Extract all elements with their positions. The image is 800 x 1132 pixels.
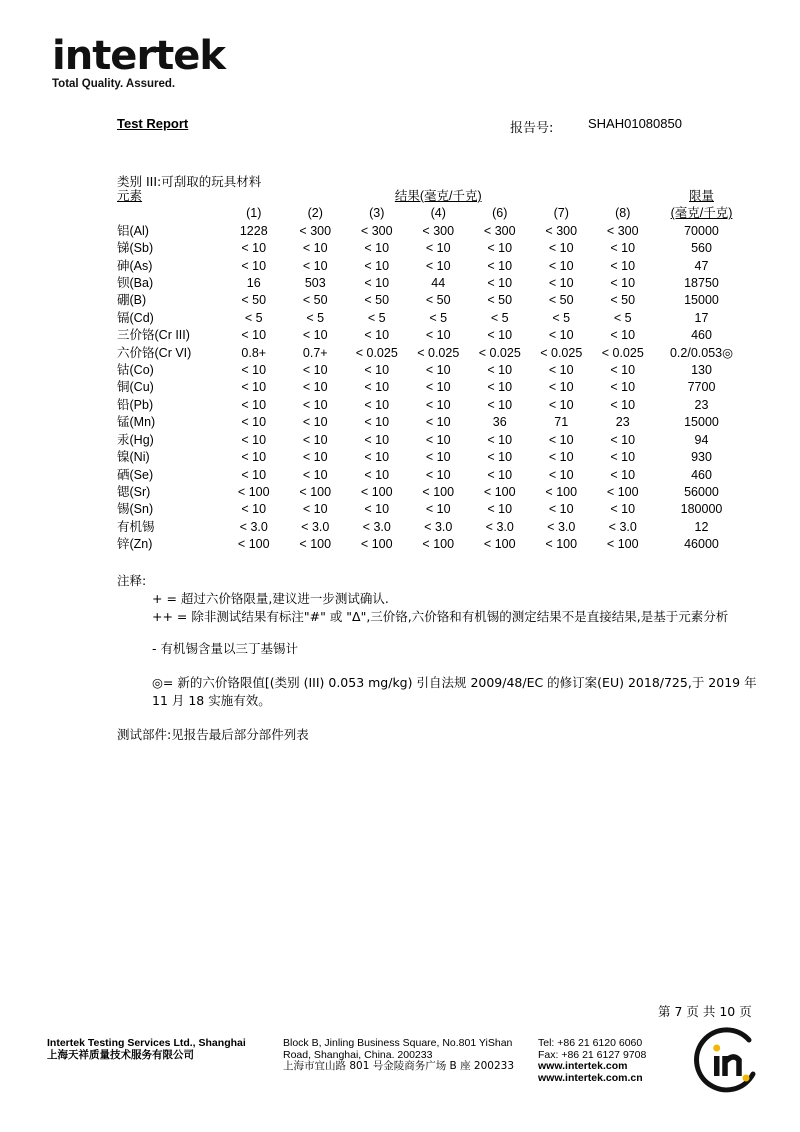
result-cell: < 10 [487,432,513,447]
result-cell: < 10 [425,467,451,482]
results-table [117,188,750,554]
column-number: (4) [430,206,446,221]
result-cell: < 100 [237,537,270,552]
result-cell: < 100 [299,537,332,552]
element-name: 锶(Sr) [117,484,151,499]
category-heading: 类别 III:可刮取的玩具材料 [117,174,262,189]
table-row [117,362,750,379]
element-name: 铅(Pb) [117,397,154,412]
result-cell: 503 [304,276,326,291]
result-cell: < 10 [487,241,513,256]
column-number: (8) [615,206,631,221]
limit-cell: 15000 [684,415,719,430]
element-name: 镍(Ni) [117,450,150,465]
element-name: 锰(Mn) [117,415,156,430]
footer-contact [538,1038,646,1084]
result-cell: < 0.025 [601,345,644,360]
table-row [117,536,750,553]
result-cell: < 10 [610,363,636,378]
limit-cell: 17 [694,310,709,325]
result-cell: < 50 [487,293,513,308]
result-cell: < 10 [364,241,390,256]
result-cell: < 10 [364,276,390,291]
result-cell: < 100 [483,484,516,499]
result-cell: < 10 [364,502,390,517]
result-cell: < 10 [548,328,574,343]
limit-cell: 460 [691,328,712,343]
table-row [117,258,750,275]
limit-cell: 46000 [684,537,719,552]
result-cell: < 3.0 [424,519,453,534]
result-cell: < 10 [487,502,513,517]
result-cell: < 10 [302,328,328,343]
result-cell: < 10 [610,397,636,412]
table-row [117,240,750,257]
column-number: (6) [492,206,508,221]
element-name: 镉(Cd) [117,310,154,325]
table-row [117,310,750,327]
result-cell: < 10 [548,432,574,447]
result-cell: < 10 [302,241,328,256]
result-cell: < 3.0 [485,519,514,534]
footer-address [283,1038,514,1073]
table-row [117,397,750,414]
limit-cell: 70000 [684,223,719,238]
result-cell: < 10 [425,502,451,517]
table-row [117,501,750,518]
result-cell: < 10 [241,502,267,517]
element-name: 砷(As) [117,258,153,273]
column-number: (2) [307,206,323,221]
result-cell: < 10 [364,415,390,430]
result-cell: < 10 [425,450,451,465]
limit-cell: 18750 [684,276,719,291]
element-name: 硒(Se) [117,467,154,482]
result-cell: < 10 [364,258,390,273]
result-cell: < 100 [422,484,455,499]
table-row [117,432,750,449]
result-cell: < 0.025 [417,345,460,360]
result-cell: < 100 [545,537,578,552]
result-cell: < 300 [299,223,332,238]
result-cell: < 100 [545,484,578,499]
result-cell: < 10 [487,397,513,412]
result-cell: < 5 [613,310,632,325]
result-cell: < 300 [422,223,455,238]
limit-cell: 930 [691,450,712,465]
company-name-cn: 上海天祥质量技术服务有限公司 [47,1048,194,1061]
fax: Fax: +86 21 6127 9708 [538,1048,647,1061]
column-number: (7) [553,206,569,221]
address-line: Block B, Jinling Business Square, No.801 YiShan [283,1037,513,1049]
element-name: 汞(Hg) [117,432,154,447]
result-cell: < 3.0 [239,519,268,534]
result-cell: 44 [431,276,446,291]
limit-cell: 130 [691,363,712,378]
result-cell: < 300 [360,223,393,238]
result-cell: < 10 [302,450,328,465]
element-name: 锑(Sb) [117,241,154,256]
limit-cell: 0.2/0.053◎ [669,345,734,360]
result-cell: 0.7+ [302,345,328,360]
address-line: Road, Shanghai, China. 200233 [283,1048,433,1061]
result-cell: < 10 [548,363,574,378]
table-row [117,414,750,431]
result-cell: < 10 [610,328,636,343]
result-cell: < 100 [237,484,270,499]
limit-unit: (毫克/千克) [670,206,733,221]
result-cell: < 10 [487,450,513,465]
result-cell: < 5 [367,310,386,325]
limit-cell: 23 [694,397,709,412]
telephone: Tel: +86 21 6120 6060 [538,1037,643,1049]
result-cell: < 10 [241,328,267,343]
result-cell: < 10 [302,380,328,395]
result-cell: < 3.0 [547,519,576,534]
result-cell: < 10 [364,380,390,395]
result-cell: < 0.025 [540,345,583,360]
footer-company [47,1038,246,1061]
result-cell: < 10 [425,397,451,412]
result-cell: < 10 [610,450,636,465]
note-item: - 有机锡含量以三丁基锡计 [152,641,298,656]
result-cell: < 5 [244,310,263,325]
limit-cell: 56000 [684,484,719,499]
result-cell: < 10 [302,502,328,517]
result-cell: < 10 [548,450,574,465]
notes-section [117,572,757,744]
table-row [117,223,750,240]
table-row [117,467,750,484]
table-row [117,345,750,362]
column-number: (1) [246,206,262,221]
result-cell: < 10 [610,241,636,256]
result-cell: < 10 [241,450,267,465]
result-cell: < 10 [487,258,513,273]
result-cell: < 100 [606,484,639,499]
result-cell: < 10 [302,258,328,273]
logo-wordmark: intertek [52,33,226,79]
result-cell: < 10 [241,241,267,256]
result-cell: < 50 [241,293,267,308]
result-cell: < 10 [364,397,390,412]
element-name: 钡(Ba) [117,276,154,291]
result-cell: 23 [615,415,630,430]
table-row [117,379,750,396]
element-name: 铜(Cu) [117,380,154,395]
result-cell: < 10 [548,276,574,291]
website-link-cn[interactable]: www.intertek.com.cn [538,1071,643,1084]
result-cell: < 10 [487,363,513,378]
report-number-label: 报告号: [510,121,554,136]
result-cell: 71 [554,415,569,430]
result-cell: < 10 [364,450,390,465]
result-cell: < 10 [610,432,636,447]
limit-cell: 7700 [687,380,716,395]
table-row [117,275,750,292]
result-cell: < 10 [548,380,574,395]
limit-cell: 94 [694,432,709,447]
company-name-en: Intertek Testing Services Ltd., Shanghai [47,1037,246,1049]
address-cn: 上海市宜山路 801 号金陵商务广场 B 座 200233 [283,1060,515,1072]
result-cell: < 300 [606,223,639,238]
limit-cell: 47 [694,258,709,273]
result-cell: < 10 [425,380,451,395]
element-name: 锌(Zn) [117,537,153,552]
result-cell: < 10 [548,397,574,412]
note-item: + = 超过六价铬限量,建议进一步测试确认. [152,591,389,606]
result-cell: < 100 [360,537,393,552]
result-cell: < 10 [241,380,267,395]
result-cell: < 5 [306,310,325,325]
result-cell: < 10 [302,432,328,447]
report-number: SHAH01080850 [588,116,682,131]
result-cell: < 10 [610,467,636,482]
result-cell: < 5 [490,310,509,325]
limit-cell: 560 [691,241,712,256]
result-cell: < 10 [487,380,513,395]
result-cell: < 5 [552,310,571,325]
element-name: 三价铬(Cr III) [117,328,190,343]
result-cell: < 10 [425,432,451,447]
result-cell: < 10 [425,241,451,256]
result-cell: < 100 [422,537,455,552]
element-column-header: 元素 [117,189,143,203]
result-cell: < 10 [425,328,451,343]
result-cell: < 10 [241,467,267,482]
result-cell: < 5 [429,310,448,325]
limit-cell: 460 [691,467,712,482]
result-cell: < 3.0 [608,519,637,534]
result-cell: < 100 [606,537,639,552]
result-cell: 36 [492,415,507,430]
report-title: Test Report [117,116,189,131]
table-row [117,327,750,344]
result-cell: < 3.0 [301,519,330,534]
column-number-row [117,205,750,222]
result-cell: < 10 [241,432,267,447]
limit-column-header: 限量 [688,189,714,203]
result-cell: < 10 [610,502,636,517]
result-cell: < 10 [302,397,328,412]
result-cell: < 10 [241,415,267,430]
result-cell: < 10 [548,502,574,517]
result-cell: < 0.025 [478,345,521,360]
limit-cell: 15000 [684,293,719,308]
website-link[interactable]: www.intertek.com [538,1060,628,1072]
result-cell: < 10 [241,258,267,273]
note-item: ++ = 除非测试结果有标注"#" 或 "Δ",三价铬,六价铬和有机锡的测定结果不是直接结果,是基于元素分析 [152,609,729,624]
result-cell: < 50 [364,293,390,308]
result-cell: < 10 [425,363,451,378]
result-cell: 0.8+ [241,345,267,360]
result-cell: < 10 [241,363,267,378]
result-cell: < 10 [610,276,636,291]
limit-cell: 12 [694,519,709,534]
result-cell: < 3.0 [362,519,391,534]
table-row [117,484,750,501]
element-name: 硼(B) [117,293,147,308]
result-cell: < 100 [483,537,516,552]
result-cell: < 10 [364,432,390,447]
result-cell: < 10 [610,258,636,273]
test-parts-note: 测试部件:见报告最后部分部件列表 [117,727,309,742]
element-name: 钴(Co) [117,363,154,378]
result-cell: < 50 [425,293,451,308]
element-name: 有机锡 [117,519,155,534]
element-name: 锡(Sn) [117,502,154,517]
result-cell: < 10 [487,328,513,343]
intertek-seal-icon [693,1026,761,1094]
column-number: (3) [369,206,385,221]
result-cell: < 100 [360,484,393,499]
result-cell: 16 [246,276,261,291]
result-cell: < 10 [302,363,328,378]
table-row [117,449,750,466]
result-cell: < 10 [425,258,451,273]
result-cell: < 100 [299,484,332,499]
notes-title: 注释: [117,573,147,588]
result-cell: 1228 [239,223,268,238]
result-cell: < 50 [548,293,574,308]
result-cell: < 50 [302,293,328,308]
result-cell: < 300 [545,223,578,238]
results-column-header: 结果(毫克/千克) [394,189,482,203]
table-row [117,292,750,309]
result-cell: < 10 [302,467,328,482]
result-cell: < 10 [548,241,574,256]
result-cell: < 10 [302,415,328,430]
limit-cell: 180000 [680,502,723,517]
result-cell: < 10 [548,467,574,482]
result-cell: < 50 [610,293,636,308]
result-cell: < 10 [425,415,451,430]
table-header-row [117,188,750,205]
result-cell: < 10 [364,363,390,378]
logo-tagline: Total Quality. Assured. [52,78,176,90]
result-cell: < 10 [364,467,390,482]
result-cell: < 10 [548,258,574,273]
result-cell: < 10 [364,328,390,343]
result-cell: < 300 [483,223,516,238]
element-name: 铝(Al) [117,223,149,238]
result-cell: < 10 [241,397,267,412]
result-cell: < 10 [610,380,636,395]
note-item: ◎= 新的六价铬限值[(类别 (III) 0.053 mg/kg) 引自法规 2009/48/EC 的修订案(EU) 2018/725,于 2019 年 11 月 18 实施有效。 [152,675,757,708]
element-name: 六价铬(Cr VI) [117,345,192,360]
intertek-logo [52,33,226,90]
page-number: 第 7 页 共 10 页 [658,1004,752,1019]
result-cell: < 0.025 [355,345,398,360]
result-cell: < 10 [487,276,513,291]
table-row [117,519,750,536]
result-cell: < 10 [487,467,513,482]
